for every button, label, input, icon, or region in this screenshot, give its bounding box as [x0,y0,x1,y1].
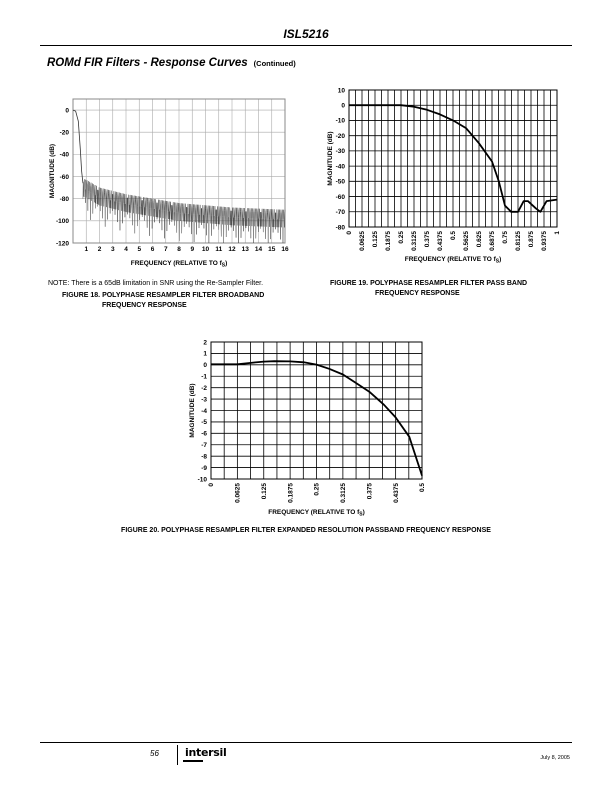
x-tick-label: 0.1875 [287,483,295,503]
x-tick-label: 3 [110,246,115,253]
x-tick-label: 0.8125 [515,231,523,251]
x-tick-label: 0.5625 [463,231,471,251]
figure-18-note: NOTE: There is a 65dB limitation in SNR using the Re-Sampler Filter. [48,280,264,287]
x-tick-label: 10 [201,246,210,253]
y-axis-label: MAGNITUDE (dB) [327,131,334,186]
section-title-suffix: (Continued) [253,59,296,68]
y-tick-label: -30 [335,148,345,156]
x-tick-label: 5 [137,246,142,253]
x-tick-label: 0 [208,483,216,487]
page-number: 56 [150,749,159,758]
y-tick-label: -60 [59,173,69,181]
x-tick-label: 1 [84,246,89,253]
x-tick-label: 0.3125 [340,483,348,503]
y-tick-label: -7 [201,442,207,450]
x-tick-label: 0.375 [366,483,374,500]
document-id: ISL5216 [283,27,329,41]
y-tick-label: -80 [335,224,345,232]
y-tick-label: -6 [201,430,207,438]
y-tick-label: -50 [335,178,345,186]
x-tick-label: 0.25 [313,483,321,496]
x-tick-label: 8 [177,246,181,253]
y-tick-label: -10 [197,476,207,484]
footer-rule [40,742,572,743]
x-tick-label: 0.125 [260,483,268,500]
footer-divider [177,745,178,765]
x-tick-label: 0.125 [372,231,380,248]
figure-20-caption: FIGURE 20. POLYPHASE RESAMPLER FILTER EXPANDED RESOLUTION PASSBAND FREQUENCY RESPONSE [121,527,491,534]
x-tick-label: 1 [554,231,562,235]
x-tick-label: 0.5 [450,231,458,241]
x-tick-label: 0.625 [476,231,484,248]
y-tick-label: 0 [65,107,69,115]
x-axis-label: FREQUENCY (RELATIVE TO $f_S$) [404,256,502,265]
x-tick-label: 9 [190,246,195,253]
y-tick-label: 2 [203,339,207,347]
y-tick-label: -80 [59,195,69,203]
figure-19-caption-line2: FREQUENCY RESPONSE [375,290,460,297]
y-tick-label: 0 [203,362,207,370]
x-tick-label: 0.3125 [411,231,419,251]
x-tick-label: 0.5 [419,483,427,493]
x-tick-label: 15 [268,246,276,253]
y-tick-label: 0 [341,102,345,110]
y-tick-label: -1 [201,373,207,381]
y-tick-label: -8 [201,453,207,461]
y-tick-label: -100 [55,218,69,226]
y-tick-label: 1 [203,350,207,358]
x-tick-label: 7 [163,246,168,253]
figure-18-caption [62,291,264,311]
y-tick-label: -5 [201,419,207,427]
x-tick-label: 0.9375 [541,231,549,251]
x-tick-label: 0.1875 [385,231,393,251]
figure-18-caption-line1: FIGURE 18. POLYPHASE RESAMPLER FILTER BROADBAND [62,292,265,299]
figure-19-caption [330,279,527,299]
x-tick-label: 2 [97,246,102,253]
figure-19-caption-line1: FIGURE 19. POLYPHASE RESAMPLER FILTER PASS BAND [330,280,528,287]
x-tick-label: 0.6875 [489,231,497,251]
x-tick-label: 0.0625 [359,231,367,251]
figure-18-caption-line2: FREQUENCY RESPONSE [102,302,187,309]
x-tick-label: 0.4375 [437,231,445,251]
x-tick-label: 0.0625 [234,483,242,503]
y-tick-label: -10 [335,117,345,125]
x-tick-label: 4 [124,246,128,253]
x-tick-label: 0.875 [528,231,536,248]
y-axis-label: MAGNITUDE (dB) [49,143,56,199]
y-tick-label: -4 [201,407,207,415]
y-tick-label: -40 [59,151,69,159]
x-tick-label: 0.25 [398,231,406,244]
y-tick-label: -120 [55,240,69,248]
x-tick-label: 0 [346,231,354,235]
y-tick-label: -2 [201,384,207,392]
x-tick-label: 0.375 [424,231,432,248]
x-tick-label: 6 [150,246,155,253]
x-axis-label: FREQUENCY (RELATIVE TO $f_S$) [130,260,228,269]
y-axis-label: MAGNITUDE (dB) [189,383,196,438]
y-tick-label: -70 [335,209,345,217]
x-tick-label: 16 [281,246,289,253]
x-tick-label: 14 [254,246,263,253]
x-tick-label: 13 [241,246,249,253]
section-title-main: ROMd FIR Filters - Response Curves [47,57,248,69]
publication-date: July 8, 2005 [540,755,570,761]
x-tick-label: 11 [215,246,223,253]
y-tick-label: -40 [335,163,345,171]
logo-underline [183,760,203,762]
x-tick-label: 12 [228,246,236,253]
y-tick-label: -20 [59,129,69,137]
intersil-logo: intersil [185,746,227,759]
y-tick-label: -9 [201,464,207,472]
x-tick-label: 0.75 [502,231,510,244]
y-tick-label: -60 [335,193,345,201]
y-tick-label: -20 [335,132,345,140]
x-tick-label: 0.4375 [392,483,400,503]
y-tick-label: 10 [337,87,345,95]
x-axis-label: FREQUENCY (RELATIVE TO $f_S$) [268,509,365,518]
y-tick-label: -3 [201,396,207,404]
